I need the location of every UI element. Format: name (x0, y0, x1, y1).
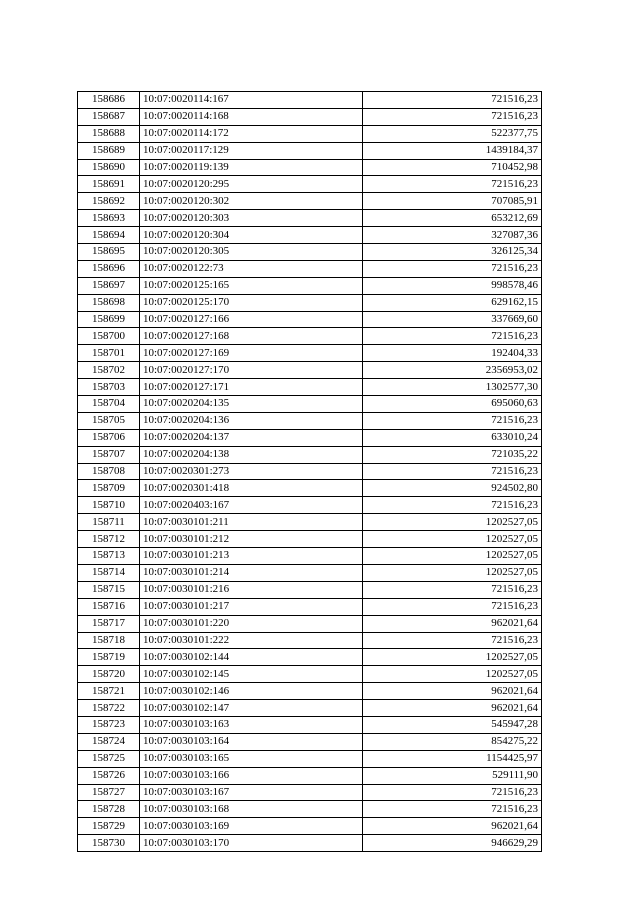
cadastral-number-cell: 10:07:0020119:139 (140, 159, 363, 176)
data-table (77, 91, 542, 852)
table-row (78, 429, 542, 446)
amount-cell: 1202527,05 (363, 514, 542, 531)
table-row (78, 598, 542, 615)
amount-cell: 721516,23 (363, 801, 542, 818)
cadastral-number-cell: 10:07:0030101:216 (140, 581, 363, 598)
table-row (78, 480, 542, 497)
amount-cell: 695060,63 (363, 396, 542, 413)
row-number-cell: 158721 (78, 683, 140, 700)
cadastral-number-cell: 10:07:0020204:135 (140, 396, 363, 413)
row-number-cell: 158713 (78, 548, 140, 565)
table-row (78, 294, 542, 311)
amount-cell: 1154425,97 (363, 750, 542, 767)
cadastral-number-cell: 10:07:0020127:168 (140, 328, 363, 345)
cadastral-number-cell: 10:07:0020122:73 (140, 260, 363, 277)
table-row (78, 463, 542, 480)
cadastral-number-cell: 10:07:0030101:211 (140, 514, 363, 531)
row-number-cell: 158687 (78, 108, 140, 125)
cadastral-number-cell: 10:07:0030103:165 (140, 750, 363, 767)
amount-cell: 721516,23 (363, 581, 542, 598)
amount-cell: 529111,90 (363, 767, 542, 784)
row-number-cell: 158711 (78, 514, 140, 531)
amount-cell: 1439184,37 (363, 142, 542, 159)
cadastral-number-cell: 10:07:0030103:169 (140, 818, 363, 835)
amount-cell: 192404,33 (363, 345, 542, 362)
cadastral-number-cell: 10:07:0020301:418 (140, 480, 363, 497)
amount-cell: 962021,64 (363, 700, 542, 717)
table-row (78, 396, 542, 413)
table-row (78, 210, 542, 227)
row-number-cell: 158720 (78, 666, 140, 683)
row-number-cell: 158717 (78, 615, 140, 632)
row-number-cell: 158708 (78, 463, 140, 480)
row-number-cell: 158699 (78, 311, 140, 328)
cadastral-number-cell: 10:07:0030103:163 (140, 716, 363, 733)
table-row (78, 227, 542, 244)
row-number-cell: 158723 (78, 716, 140, 733)
amount-cell: 327087,36 (363, 227, 542, 244)
row-number-cell: 158725 (78, 750, 140, 767)
table-row (78, 176, 542, 193)
amount-cell: 962021,64 (363, 818, 542, 835)
cadastral-number-cell: 10:07:0020125:170 (140, 294, 363, 311)
cadastral-number-cell: 10:07:0020127:170 (140, 362, 363, 379)
table-row (78, 514, 542, 531)
cadastral-number-cell: 10:07:0020114:168 (140, 108, 363, 125)
row-number-cell: 158730 (78, 835, 140, 852)
cadastral-number-cell: 10:07:0030103:167 (140, 784, 363, 801)
table-row (78, 277, 542, 294)
row-number-cell: 158697 (78, 277, 140, 294)
amount-cell: 946629,29 (363, 835, 542, 852)
table-row (78, 193, 542, 210)
cadastral-number-cell: 10:07:0030102:144 (140, 649, 363, 666)
amount-cell: 633010,24 (363, 429, 542, 446)
row-number-cell: 158716 (78, 598, 140, 615)
row-number-cell: 158705 (78, 412, 140, 429)
row-number-cell: 158700 (78, 328, 140, 345)
table-row (78, 581, 542, 598)
row-number-cell: 158726 (78, 767, 140, 784)
row-number-cell: 158688 (78, 125, 140, 142)
amount-cell: 1302577,30 (363, 379, 542, 396)
amount-cell: 924502,80 (363, 480, 542, 497)
cadastral-number-cell: 10:07:0020127:169 (140, 345, 363, 362)
amount-cell: 2356953,02 (363, 362, 542, 379)
cadastral-number-cell: 10:07:0030101:217 (140, 598, 363, 615)
table-row (78, 345, 542, 362)
table-row (78, 548, 542, 565)
row-number-cell: 158704 (78, 396, 140, 413)
cadastral-number-cell: 10:07:0020120:305 (140, 244, 363, 261)
cadastral-number-cell: 10:07:0030101:213 (140, 548, 363, 565)
amount-cell: 629162,15 (363, 294, 542, 311)
row-number-cell: 158689 (78, 142, 140, 159)
row-number-cell: 158686 (78, 92, 140, 109)
table-row (78, 750, 542, 767)
amount-cell: 522377,75 (363, 125, 542, 142)
table-row (78, 666, 542, 683)
row-number-cell: 158694 (78, 227, 140, 244)
row-number-cell: 158692 (78, 193, 140, 210)
cadastral-number-cell: 10:07:0020120:295 (140, 176, 363, 193)
amount-cell: 1202527,05 (363, 564, 542, 581)
cadastral-number-cell: 10:07:0020117:129 (140, 142, 363, 159)
table-body (78, 92, 542, 852)
amount-cell: 721516,23 (363, 176, 542, 193)
cadastral-number-cell: 10:07:0020204:136 (140, 412, 363, 429)
row-number-cell: 158709 (78, 480, 140, 497)
cadastral-number-cell: 10:07:0020120:302 (140, 193, 363, 210)
amount-cell: 962021,64 (363, 683, 542, 700)
cadastral-number-cell: 10:07:0030101:220 (140, 615, 363, 632)
table-row (78, 260, 542, 277)
amount-cell: 1202527,05 (363, 666, 542, 683)
table-row (78, 531, 542, 548)
amount-cell: 721516,23 (363, 598, 542, 615)
cadastral-number-cell: 10:07:0030103:166 (140, 767, 363, 784)
amount-cell: 962021,64 (363, 615, 542, 632)
amount-cell: 1202527,05 (363, 548, 542, 565)
row-number-cell: 158728 (78, 801, 140, 818)
table-row (78, 649, 542, 666)
row-number-cell: 158715 (78, 581, 140, 598)
amount-cell: 1202527,05 (363, 649, 542, 666)
table-row (78, 818, 542, 835)
table-row (78, 835, 542, 852)
cadastral-number-cell: 10:07:0020127:166 (140, 311, 363, 328)
row-number-cell: 158714 (78, 564, 140, 581)
row-number-cell: 158712 (78, 531, 140, 548)
row-number-cell: 158702 (78, 362, 140, 379)
row-number-cell: 158695 (78, 244, 140, 261)
table-row (78, 615, 542, 632)
row-number-cell: 158698 (78, 294, 140, 311)
cadastral-number-cell: 10:07:0020127:171 (140, 379, 363, 396)
table-row (78, 632, 542, 649)
row-number-cell: 158724 (78, 733, 140, 750)
amount-cell: 653212,69 (363, 210, 542, 227)
cadastral-number-cell: 10:07:0030103:170 (140, 835, 363, 852)
row-number-cell: 158707 (78, 446, 140, 463)
amount-cell: 545947,28 (363, 716, 542, 733)
amount-cell: 721516,23 (363, 92, 542, 109)
amount-cell: 721516,23 (363, 632, 542, 649)
amount-cell: 721516,23 (363, 108, 542, 125)
amount-cell: 710452,98 (363, 159, 542, 176)
amount-cell: 707085,91 (363, 193, 542, 210)
row-number-cell: 158701 (78, 345, 140, 362)
amount-cell: 998578,46 (363, 277, 542, 294)
table-row (78, 108, 542, 125)
cadastral-number-cell: 10:07:0030101:222 (140, 632, 363, 649)
table-row (78, 412, 542, 429)
cadastral-number-cell: 10:07:0020403:167 (140, 497, 363, 514)
row-number-cell: 158722 (78, 700, 140, 717)
amount-cell: 721516,23 (363, 328, 542, 345)
table-row (78, 311, 542, 328)
cadastral-number-cell: 10:07:0020301:273 (140, 463, 363, 480)
table-row (78, 92, 542, 109)
table-row (78, 700, 542, 717)
table-row (78, 244, 542, 261)
table-row (78, 784, 542, 801)
row-number-cell: 158729 (78, 818, 140, 835)
amount-cell: 1202527,05 (363, 531, 542, 548)
cadastral-number-cell: 10:07:0030103:168 (140, 801, 363, 818)
row-number-cell: 158706 (78, 429, 140, 446)
cadastral-number-cell: 10:07:0020125:165 (140, 277, 363, 294)
row-number-cell: 158696 (78, 260, 140, 277)
amount-cell: 721035,22 (363, 446, 542, 463)
table-row (78, 801, 542, 818)
cadastral-number-cell: 10:07:0030102:147 (140, 700, 363, 717)
table-row (78, 446, 542, 463)
amount-cell: 721516,23 (363, 784, 542, 801)
cadastral-number-cell: 10:07:0030102:145 (140, 666, 363, 683)
table-row (78, 564, 542, 581)
cadastral-number-cell: 10:07:0020114:167 (140, 92, 363, 109)
amount-cell: 337669,60 (363, 311, 542, 328)
cadastral-number-cell: 10:07:0020204:138 (140, 446, 363, 463)
table-row (78, 379, 542, 396)
cadastral-number-cell: 10:07:0020120:304 (140, 227, 363, 244)
row-number-cell: 158690 (78, 159, 140, 176)
row-number-cell: 158719 (78, 649, 140, 666)
cadastral-number-cell: 10:07:0030101:212 (140, 531, 363, 548)
amount-cell: 721516,23 (363, 412, 542, 429)
cadastral-number-cell: 10:07:0030102:146 (140, 683, 363, 700)
table-row (78, 683, 542, 700)
amount-cell: 721516,23 (363, 497, 542, 514)
row-number-cell: 158703 (78, 379, 140, 396)
table-row (78, 733, 542, 750)
table-row (78, 142, 542, 159)
row-number-cell: 158718 (78, 632, 140, 649)
row-number-cell: 158710 (78, 497, 140, 514)
amount-cell: 326125,34 (363, 244, 542, 261)
amount-cell: 854275,22 (363, 733, 542, 750)
cadastral-number-cell: 10:07:0030101:214 (140, 564, 363, 581)
table-row (78, 125, 542, 142)
table-row (78, 159, 542, 176)
table-row (78, 362, 542, 379)
table-row (78, 767, 542, 784)
table-row (78, 716, 542, 733)
row-number-cell: 158727 (78, 784, 140, 801)
amount-cell: 721516,23 (363, 260, 542, 277)
table-row (78, 328, 542, 345)
cadastral-number-cell: 10:07:0020114:172 (140, 125, 363, 142)
row-number-cell: 158691 (78, 176, 140, 193)
cadastral-number-cell: 10:07:0020204:137 (140, 429, 363, 446)
table-row (78, 497, 542, 514)
cadastral-number-cell: 10:07:0030103:164 (140, 733, 363, 750)
cadastral-number-cell: 10:07:0020120:303 (140, 210, 363, 227)
row-number-cell: 158693 (78, 210, 140, 227)
amount-cell: 721516,23 (363, 463, 542, 480)
